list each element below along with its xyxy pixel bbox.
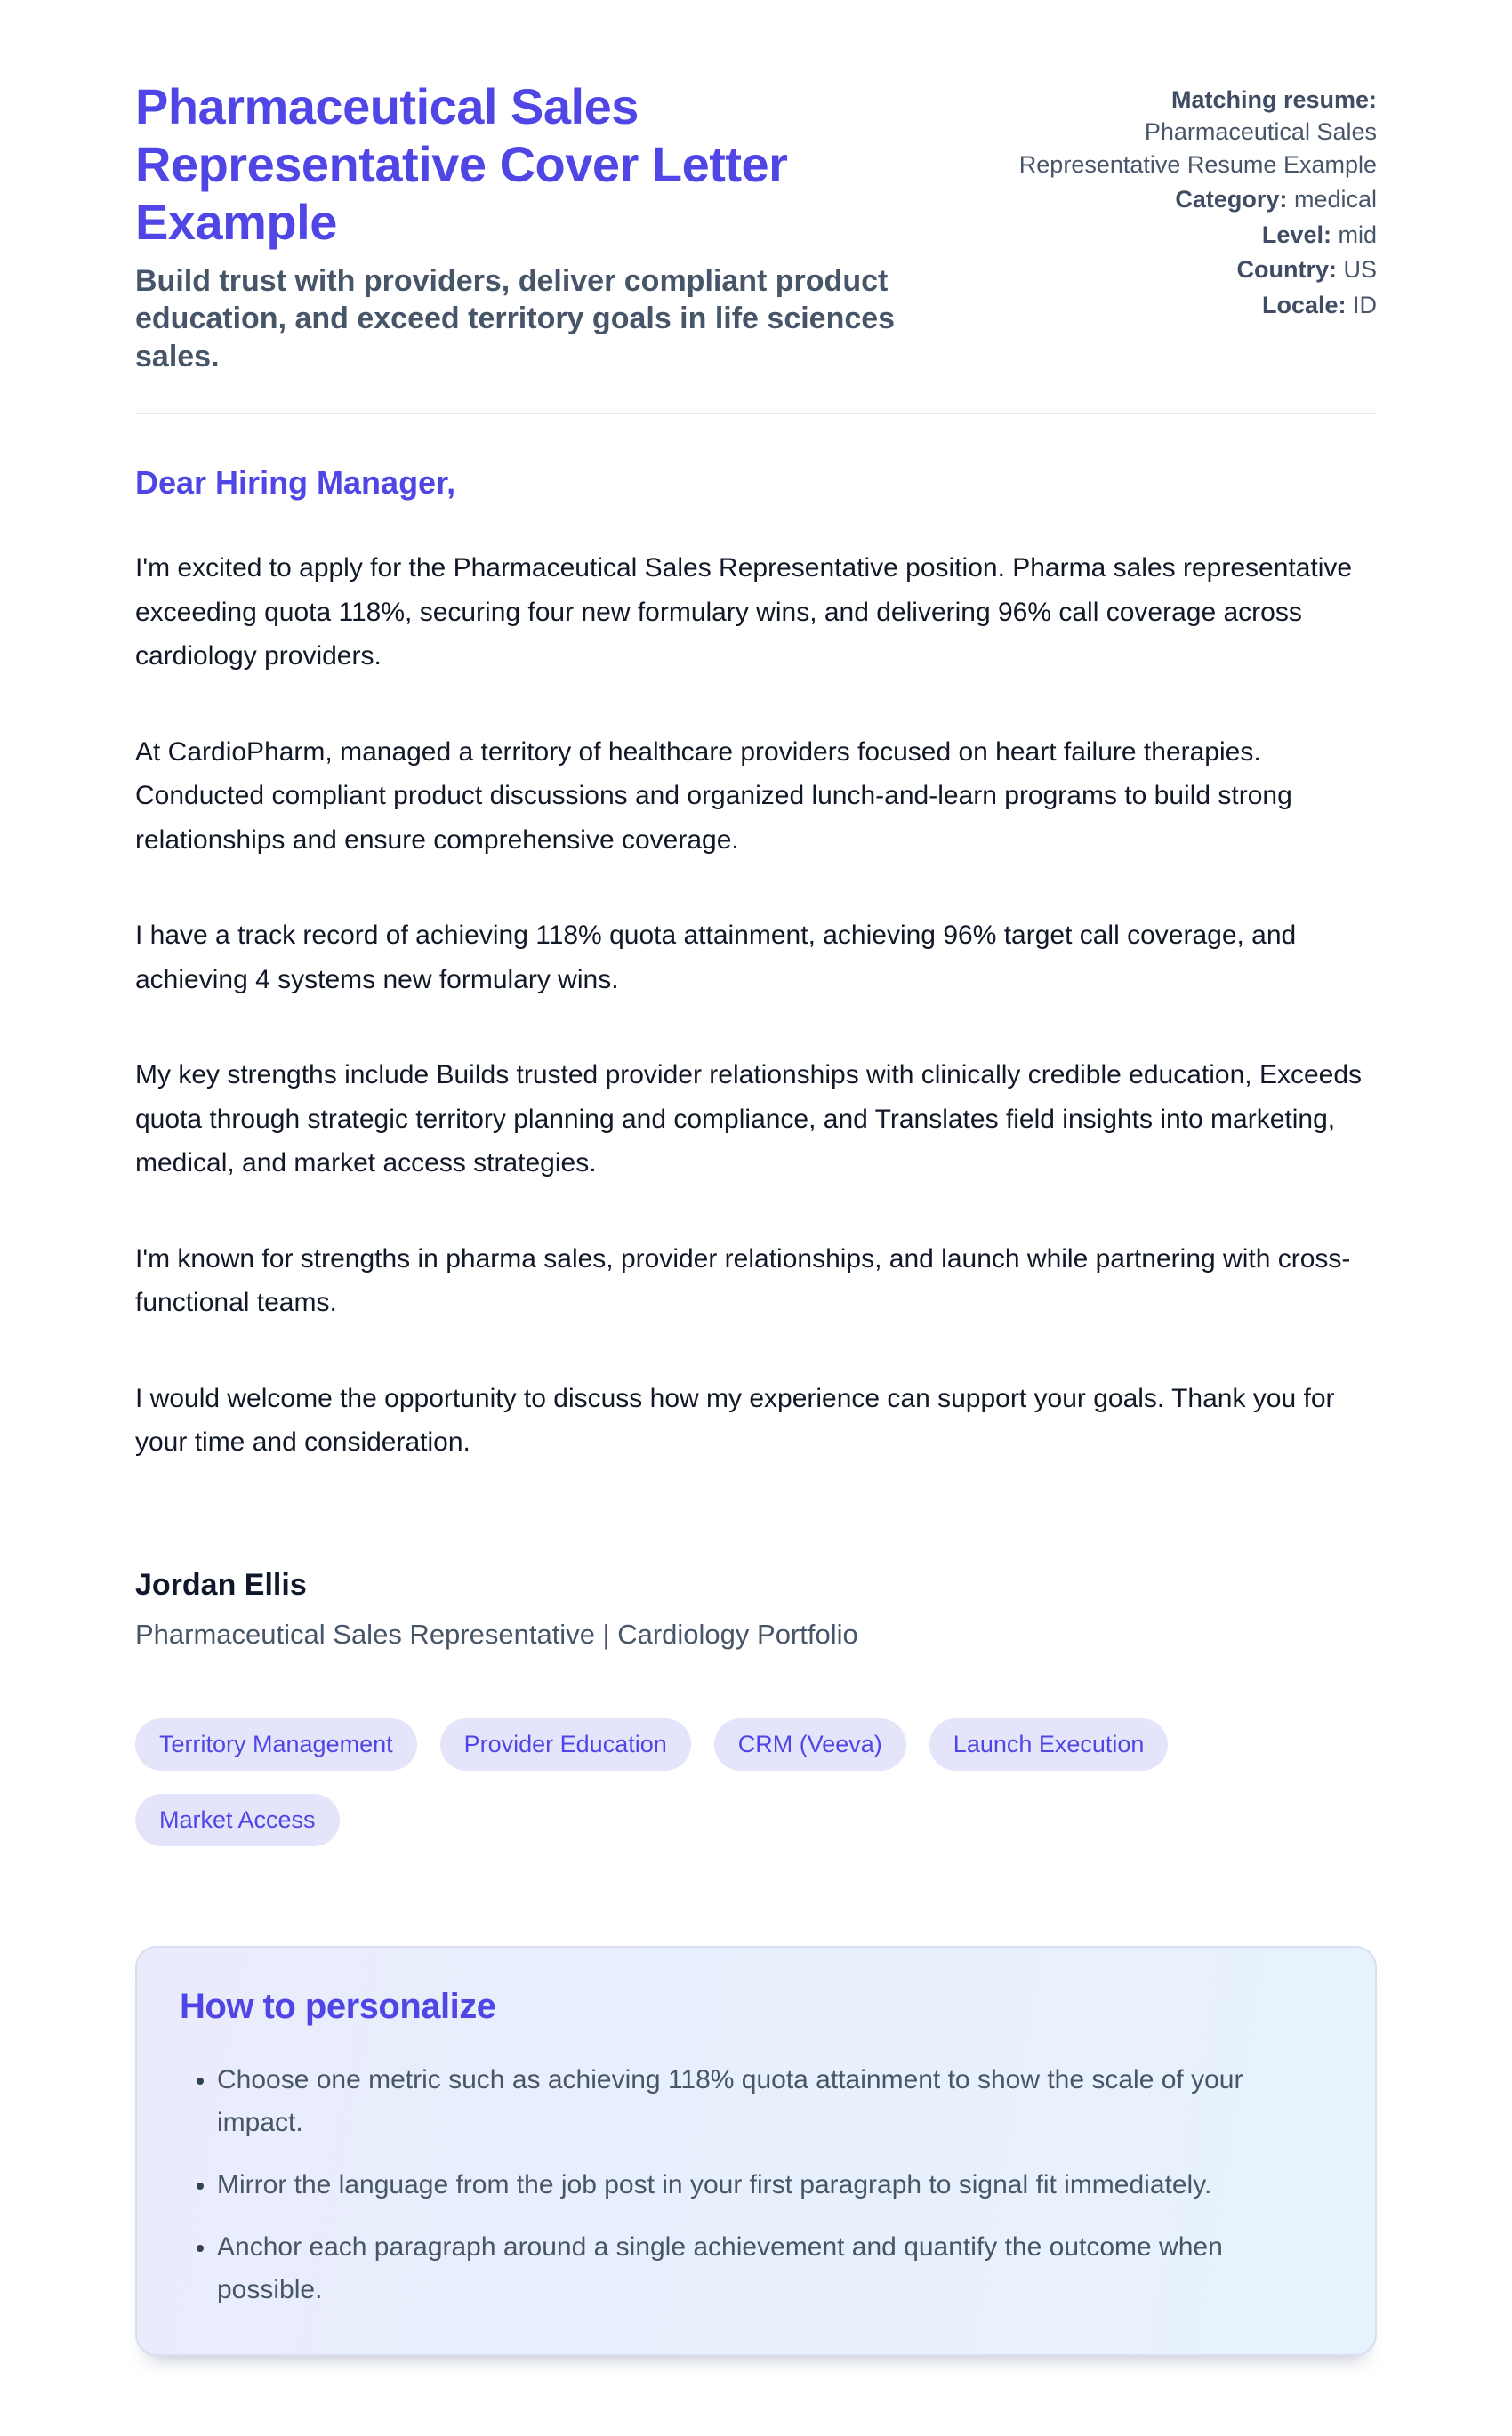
meta-locale-label: Locale: [1261,291,1347,318]
letter-paragraph: My key strengths include Builds trusted provider relationships with clinically credible education, Exceeds quota through strategic territory planning and compliance, and Translates field insights into marketing, medical, and market access strategies. [135,1060,1363,1178]
signature-block [135,1568,1377,1651]
meta-level-value: mid [1338,221,1377,248]
cover-letter [135,464,1377,1651]
page-subtitle: Build trust with providers, deliver compliant product education, and exceed territory goals in life sciences sales. [135,263,896,374]
tag-territory-management[interactable]: Territory Management [135,1718,417,1771]
letter-paragraph: I would welcome the opportunity to discuss how my experience can support your goals. Thank you for your time and consideration. [135,1383,1335,1458]
meta-locale-value: ID [1353,291,1377,318]
callout-bullet: • Anchor each paragraph around a single achievement and quantify the outcome when possible. [217,2226,1332,2311]
page-title: Pharmaceutical Sales Representative Cover Letter Example [135,78,788,250]
signature-title: Pharmaceutical Sales Representative | Cardiology Portfolio [135,1618,858,1650]
meta-matching-resume [1012,84,1377,181]
meta-level [1012,219,1377,251]
meta-category [1012,183,1377,215]
meta-country-value: US [1343,256,1377,284]
page-content [135,0,1377,2436]
tag-provider-education[interactable]: Provider Education [440,1718,691,1771]
meta-country-label: Country: [1236,256,1337,284]
callout-bullet: • Mirror the language from the job post in your first paragraph to signal fit immediately. [217,2164,1332,2207]
meta-country [1012,253,1377,285]
tag-launch-execution[interactable]: Launch Execution [929,1718,1169,1771]
letter-paragraph: I'm excited to apply for the Pharmaceutical Sales Representative position. Pharma sales representative exceeding quota 118%, securing four new formulary wins, and delivering 96% call coverage across cardiology providers. [135,553,1353,671]
header [135,78,1377,375]
tag-market-access[interactable]: Market Access [135,1794,340,1846]
tag-crm-veeva[interactable]: CRM (Veeva) [714,1718,906,1771]
callout-bullet: • Choose one metric such as achieving 118% quota attainment to show the scale of your impact. [217,2059,1332,2144]
meta-matching-label: Matching resume: [1170,86,1377,113]
title-block [135,78,976,375]
skill-tags [135,1718,1377,1846]
meta-category-label: Category: [1175,186,1288,213]
header-divider [135,413,1377,414]
letter-greeting: Dear Hiring Manager, [135,464,456,502]
meta-block [1012,78,1377,324]
meta-level-label: Level: [1261,221,1331,248]
letter-paragraph: I'm known for strengths in pharma sales, provider relationships, and launch while partnering with cross-functional teams. [135,1243,1351,1318]
callout-title: How to personalize [180,1986,496,2026]
signature-name: Jordan Ellis [135,1567,307,1602]
letter-paragraph: At CardioPharm, managed a territory of healthcare providers focused on heart failure therapies. Conducted compliant product discussions and organized lunch-and-learn programs to build strong relationships and ensure comprehensive coverage. [135,736,1292,855]
meta-category-value: medical [1293,186,1377,213]
personalize-callout [135,1946,1377,2356]
meta-matching-value: Pharmaceutical Sales Representative Resume Example [1018,118,1377,178]
callout-list [180,2059,1332,2311]
meta-locale [1012,289,1377,321]
letter-paragraph: I have a track record of achieving 118% quota attainment, achieving 96% target call coverage, and achieving 4 systems new formulary wins. [135,921,1297,994]
